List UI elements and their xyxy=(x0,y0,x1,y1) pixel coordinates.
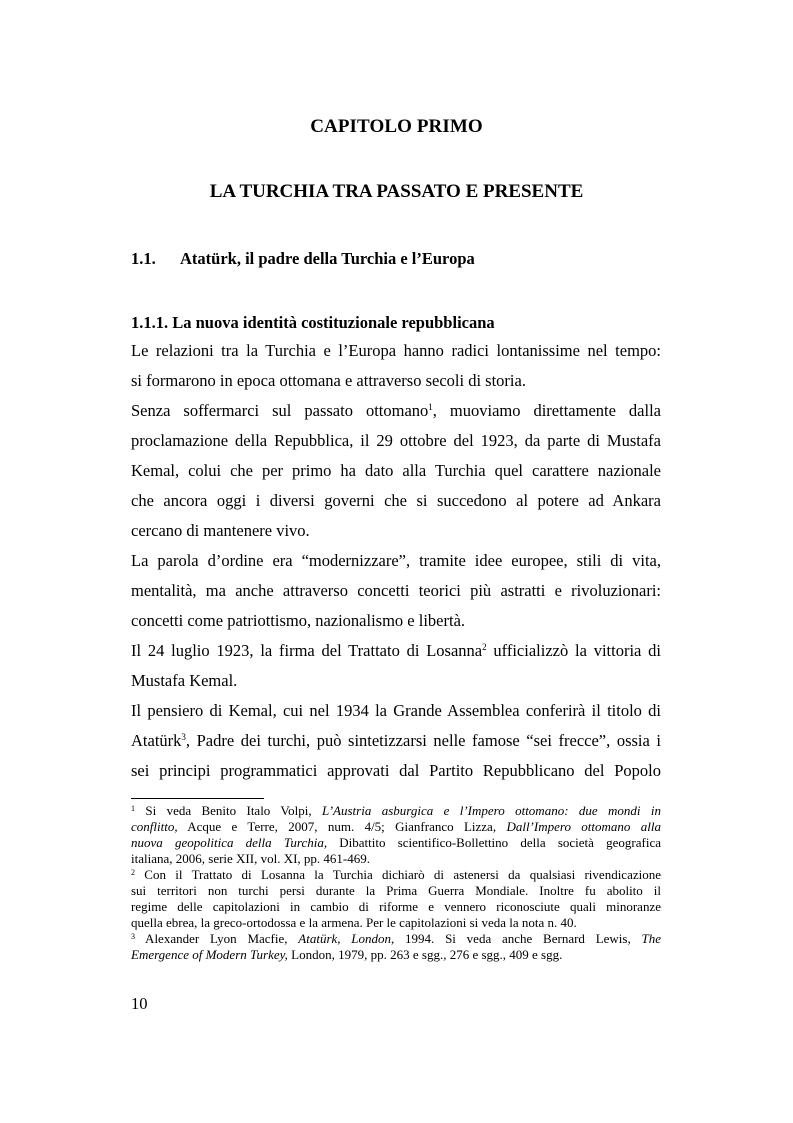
text-segment: Acque e Terre, 2007, num. 4/5; Gianfranco Lizza, xyxy=(177,819,507,834)
section-title: Atatürk, il padre della Turchia e l’Europa xyxy=(180,249,475,268)
text-segment: London, 1979, pp. 263 e sgg., 276 e sgg., 409 e sgg. xyxy=(287,947,563,962)
text-segment: , London xyxy=(337,931,392,946)
footnote-line xyxy=(131,803,661,819)
text-segment: L’Austria asburgica e l’Impero ottomano: due mondi in xyxy=(321,803,661,818)
text-line: Le relazioni tra la Turchia e l’Europa hanno radici lontanissime nel tempo: xyxy=(131,341,661,360)
text-segment: Dall’Impero ottomano alla xyxy=(506,819,661,834)
text-line: Kemal, colui che per primo ha dato alla Turchia quel carattere nazionale xyxy=(131,461,661,480)
paragraph xyxy=(131,636,661,696)
text-segment: The xyxy=(641,931,661,946)
footnote-line: sui territori non turchi persi durante la Prima Guerra Mondiale. Inoltre fu abolito il xyxy=(131,883,661,898)
text-segment: , muoviamo direttamente dalla xyxy=(432,401,661,420)
text-segment: Atatürk xyxy=(131,731,182,750)
footnote-line xyxy=(131,867,661,883)
text-line: Mustafa Kemal. xyxy=(131,671,238,690)
text-line: concetti come patriottismo, nazionalismo e libertà. xyxy=(131,611,466,630)
footnote-line: regime delle capitolazioni in cambio di riforme e vennero riconosciute quali minoranze xyxy=(131,899,661,914)
text-line: Il pensiero di Kemal, cui nel 1934 la Grande Assemblea conferirà il titolo di xyxy=(131,701,661,720)
paragraph xyxy=(131,336,661,396)
section-heading xyxy=(131,249,475,269)
footnote-3 xyxy=(131,931,661,963)
text-segment: ufficializzò la vittoria di xyxy=(486,641,661,660)
footnote-line xyxy=(131,947,661,963)
text-segment: Atatürk xyxy=(298,931,338,946)
footnote-ref: 2 xyxy=(482,642,487,652)
body-text xyxy=(131,336,661,786)
text-segment: Con il Trattato di Losanna la Turchia dichiarò di astenersi da qualsiasi rivendicazione xyxy=(135,867,661,882)
text-line: che ancora oggi i diversi governi che si succedono al potere ad Ankara xyxy=(131,491,661,510)
text-line: mentalità, ma anche attraverso concetti teorici più astratti e rivoluzionari: xyxy=(131,581,661,600)
text-segment: Si veda Benito Italo Volpi, xyxy=(135,803,322,818)
subsection-heading: 1.1.1. La nuova identità costituzionale repubblicana xyxy=(131,313,495,332)
text-segment: nuova geopolitica della Turchia, xyxy=(131,835,328,850)
text-line: cercano di mantenere vivo. xyxy=(131,521,310,540)
text-line: sei principi programmatici approvati dal Partito Repubblicano del Popolo xyxy=(131,761,661,780)
chapter-label: CAPITOLO PRIMO xyxy=(310,116,483,137)
footnote-separator xyxy=(131,798,264,799)
footnote-ref: 3 xyxy=(181,732,186,742)
footnote-marker: 3 xyxy=(131,932,135,941)
paragraph xyxy=(131,546,661,636)
footnote-marker: 2 xyxy=(131,868,135,877)
paragraph xyxy=(131,696,661,786)
text-line: proclamazione della Repubblica, il 29 ottobre del 1923, da parte di Mustafa xyxy=(131,431,661,450)
footnote-line: quella ebrea, la greco-ortodossa e la armena. Per le capitolazioni si veda la nota n. 40. xyxy=(131,915,577,930)
section-number: 1.1. xyxy=(131,249,156,268)
footnote-line: italiana, 2006, serie XII, vol. XI, pp. 461-469. xyxy=(131,851,371,866)
text-segment: , Padre dei turchi, può sintetizzarsi nelle famose “sei frecce”, ossia i xyxy=(185,731,661,750)
footnotes xyxy=(131,803,661,963)
text-segment: Dibattito scientifico-Bollettino della società geografica xyxy=(327,835,661,850)
text-line: si formarono in epoca ottomana e attraverso secoli di storia. xyxy=(131,371,526,390)
text-line xyxy=(131,726,661,756)
text-line xyxy=(131,396,661,426)
text-segment: , 1994. Si veda anche Bernard Lewis, xyxy=(391,931,642,946)
footnote-1 xyxy=(131,803,661,867)
text-segment: Il 24 luglio 1923, la firma del Trattato di Losanna xyxy=(131,641,483,660)
footnote-line xyxy=(131,819,661,835)
footnote-marker: 1 xyxy=(131,804,135,813)
paragraph xyxy=(131,396,661,546)
footnote-ref: 1 xyxy=(428,402,433,412)
text-segment: Alexander Lyon Macfie, xyxy=(135,931,299,946)
footnote-line xyxy=(131,931,661,947)
text-segment: Emergence of Modern Turkey, xyxy=(131,947,288,962)
footnote-2 xyxy=(131,867,661,931)
footnote-line xyxy=(131,835,661,851)
text-segment: Senza soffermarci sul passato ottomano xyxy=(131,401,429,420)
chapter-title: LA TURCHIA TRA PASSATO E PRESENTE xyxy=(209,181,584,202)
page-number: 10 xyxy=(131,994,148,1013)
text-line xyxy=(131,636,661,666)
text-segment: conflitto, xyxy=(131,819,178,834)
text-line: La parola d’ordine era “modernizzare”, tramite idee europee, stili di vita, xyxy=(131,551,661,570)
